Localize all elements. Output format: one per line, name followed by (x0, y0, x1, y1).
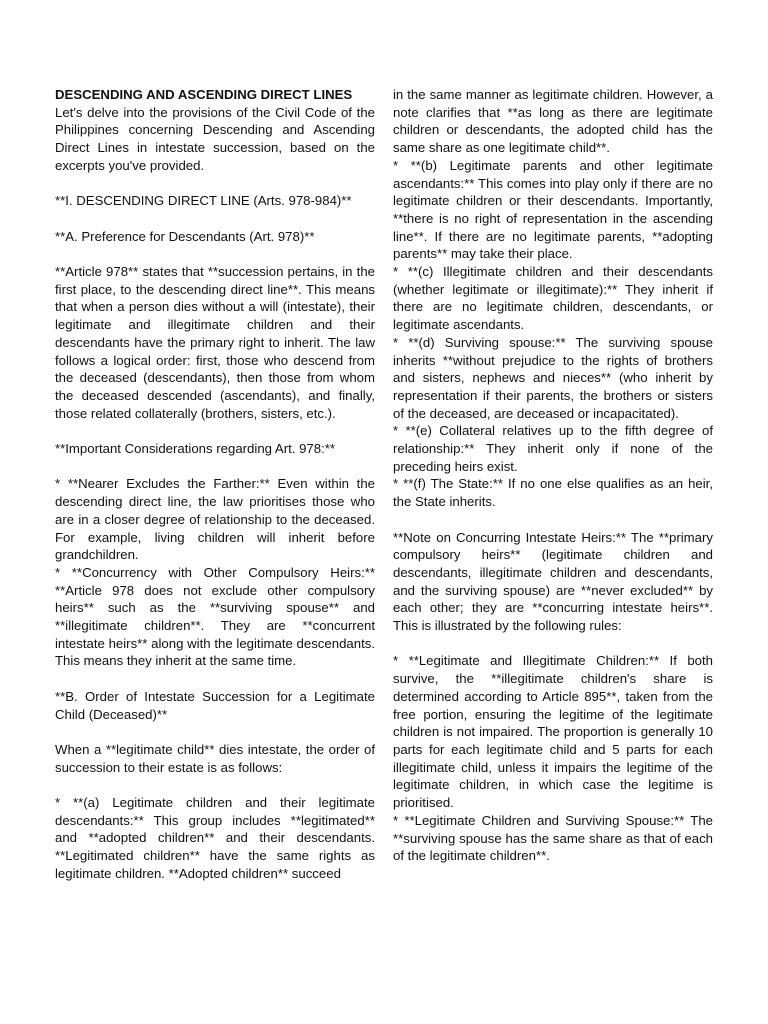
subsection-heading-preference: **A. Preference for Descendants (Art. 978)** (55, 228, 315, 244)
bullet-nearer-excludes: * **Nearer Excludes the Farther:** Even within the descending direct line, the law prioritises those who are in a closer degree of relationship to the deceased. For example, living children will inherit before grandchildren. (55, 476, 375, 563)
bullet-legitimate-parents: * **(b) Legitimate parents and other legitimate ascendants:** This comes into play only if there are no legitimate children or their descendants. Importantly, **there is no right of representation in the ascending line**. If there are no legitimate parents, **adopting parents** may take their place. (393, 157, 713, 262)
article-978-paragraph: **Article 978** states that **succession pertains, in the first place, to the descending direct line**. This means that when a person dies without a will (intestate), their legitimate and illegitimate children and their descendants have the primary right to inherit. The law follows a logical order: first, those who descend from the deceased (descendants), then those from whom the deceased descended (ascendants), and finally, those related collaterally (brothers, sisters, etc.). (55, 263, 375, 421)
bullet-legit-illegit-children: * **Legitimate and Illegitimate Children:** If both survive, the **illegitimate children's share is determined according to Article 895**, taken from the free portion, ensuring the legitime of the legitimate children is not impaired. The proportion is generally 10 parts for each legitimate child and 5 parts for each illegitimate child, unless it impairs the legitime of the legitimate children, in which case the legitime is prioritised. (393, 653, 713, 811)
left-column (55, 86, 375, 883)
subsection-heading-order: **B. Order of Intestate Succession for a Legitimate Child (Deceased)** (55, 688, 375, 722)
intro-paragraph: Let's delve into the provisions of the Civil Code of the Philippines concerning Descending and Ascending Direct Lines in intestate succession, based on the excerpts you've provided. (55, 104, 375, 173)
considerations-heading: **Important Considerations regarding Art. 978:** (55, 441, 336, 456)
bullet-surviving-spouse: * **(d) Surviving spouse:** The surviving spouse inherits **without prejudice to the rights of brothers and sisters, nephews and nieces** (who inherit by representation if their parents, the brothers or sisters of the deceased, are deceased or incapacitated). (393, 334, 713, 421)
bullet-children-and-spouse: * **Legitimate Children and Surviving Spouse:** The **surviving spouse has the same share as that of each of the legitimate children**. (393, 812, 713, 864)
bullet-legitimate-children: * **(a) Legitimate children and their legitimate descendants:** This group includes **legitimated** and **adopted children** and their descendants. **Legitimated children** have the same rights as legitimate children. **Adopted children** succeed (55, 795, 375, 881)
bullet-illegitimate-children: * **(c) Illegitimate children and their descendants (whether legitimate or illegitimate):** They inherit if there are no legitimate children, descendants, or legitimate ascendants. (393, 264, 713, 333)
bullet-concurrency: * **Concurrency with Other Compulsory Heirs:** **Article 978 does not exclude other compulsory heirs** such as the **surviving spouse** and **illegitimate children**. They are **concurrent intestate heirs** along with the legitimate descendants. This means they inherit at the same time. (55, 564, 375, 669)
document-title: DESCENDING AND ASCENDING DIRECT LINES (55, 87, 353, 102)
section-heading-descending: **I. DESCENDING DIRECT LINE (Arts. 978-984)** (55, 193, 352, 209)
right-column (393, 86, 713, 865)
continuation-paragraph: in the same manner as legitimate children. However, a note clarifies that **as long as there are legitimate children or descendants, the adopted child has the same share as one legitimate child**. (393, 87, 713, 156)
order-intro-paragraph: When a **legitimate child** dies intestate, the order of succession to their estate is as follows: (55, 741, 375, 775)
bullet-collateral-relatives: * **(e) Collateral relatives up to the fifth degree of relationship:** They inherit only if none of the preceding heirs exist. (393, 423, 713, 474)
note-concurring-heirs: **Note on Concurring Intestate Heirs:** The **primary compulsory heirs** (legitimate children and descendants, illegitimate children and descendants, and the surviving spouse) are **never excluded** by each other; they are **concurring intestate heirs**. This is illustrated by the following rules: (393, 529, 713, 634)
bullet-the-state: * **(f) The State:** If no one else qualifies as an heir, the State inherits. (393, 476, 713, 510)
